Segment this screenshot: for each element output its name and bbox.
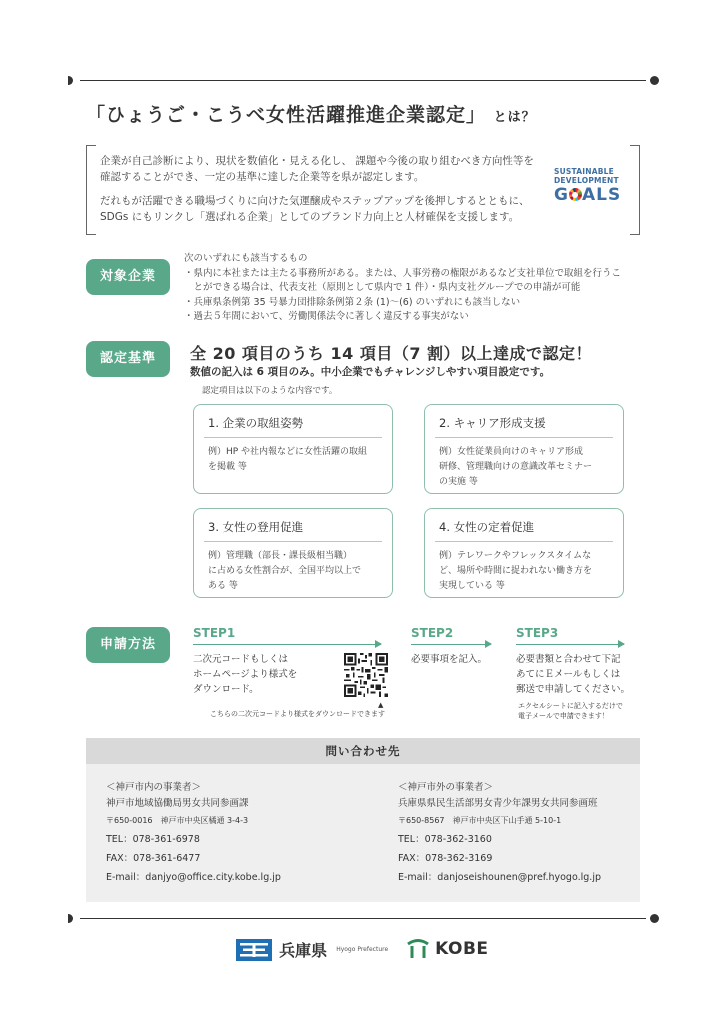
step3-line: 必要書類と合わせて下記 xyxy=(516,654,621,665)
sdgs-logo-line1: SUSTAINABLE xyxy=(554,167,614,176)
step1-text xyxy=(193,652,297,697)
intro-p1-line1: 企業が自己診断により、現状を数値化・見える化し、 課題や今後の取り組むべき方向性等を xyxy=(100,155,534,167)
step3-line: あてにＥメールもしくは xyxy=(516,669,621,680)
bottom-rule xyxy=(80,918,646,919)
contact-right xyxy=(398,778,601,887)
contact-email-link[interactable]: E-mail：danjoseishounen@pref.hyogo.lg.jp xyxy=(398,872,601,883)
criteria-card-3 xyxy=(193,508,393,598)
sdgs-logo-line2: DEVELOPMENT xyxy=(554,176,619,185)
criteria-sub: 数値の記入は 6 項目のみ。中小企業でもチャレンジしやすい項目設定です。 xyxy=(190,366,551,378)
criteria-card-4 xyxy=(424,508,624,598)
criteria-label: 認定基準 xyxy=(86,341,170,377)
contact-category: ＜神戸市外の事業者＞ xyxy=(398,782,494,793)
kobe-logo xyxy=(406,938,489,960)
card-line: 例）女性従業員向けのキャリア形成 xyxy=(439,447,584,457)
excel-note-line: 電子メールで申請できます！ xyxy=(518,712,609,720)
criteria-note: 認定項目は以下のような内容です。 xyxy=(202,386,338,396)
contact-tel: TEL：078-362-3160 xyxy=(398,834,492,845)
contact-category: ＜神戸市内の事業者＞ xyxy=(106,782,202,793)
card-line: に占める女性割合が、全国平均以上で xyxy=(208,566,362,576)
target-lead: 次のいずれにも該当するもの xyxy=(184,253,308,264)
criteria-card-2 xyxy=(424,404,624,494)
intro-paragraph-2 xyxy=(100,193,550,225)
target-section xyxy=(184,252,634,325)
page-title xyxy=(86,100,536,127)
excel-note xyxy=(518,701,623,721)
sdgs-goals-rest: ALS xyxy=(581,185,622,205)
hyogo-logo-text: 兵庫県 xyxy=(279,941,328,960)
card-divider xyxy=(204,437,382,438)
contact-org: 神戸市地域協働局男女共同参画課 xyxy=(106,798,249,809)
card-divider xyxy=(435,437,613,438)
target-item: ・兵庫県条例第 35 号暴力団排除条例第２条 (1)～(6) のいずれにも該当しない xyxy=(184,296,521,308)
card-line: 研修、管理職向けの意識改革セミナー xyxy=(439,462,593,472)
step1-line: ダウンロード。 xyxy=(193,684,259,695)
target-label: 対象企業 xyxy=(86,259,170,295)
card-body xyxy=(439,549,613,594)
sdgs-goals-g: G xyxy=(554,185,569,205)
step3-arrow-icon xyxy=(516,644,624,645)
card-title: 1. 企業の取組姿勢 xyxy=(208,416,304,430)
sdgs-logo-goals xyxy=(554,185,630,205)
hyogo-logo xyxy=(236,938,388,961)
card-line: 例）管理職（部長・課長級相当職） xyxy=(208,551,353,561)
excel-note-line: エクセルシートに記入するだけで xyxy=(518,702,623,710)
page-title-suffix: とは？ xyxy=(493,110,536,125)
card-title: 2. キャリア形成支援 xyxy=(439,416,546,430)
hyogo-logo-en: Hyogo Prefecture xyxy=(336,946,389,953)
card-title: 4. 女性の定着促進 xyxy=(439,520,535,534)
contact-org: 兵庫県県民生活部男女青少年課男女共同参画班 xyxy=(398,798,598,809)
card-line: ある 等 xyxy=(208,581,238,591)
step1-line: 二次元コードもしくは xyxy=(193,654,289,665)
step1-arrow-icon xyxy=(193,644,381,645)
card-divider xyxy=(435,541,613,542)
hyogo-emblem-icon xyxy=(236,939,272,961)
contact-email-link[interactable]: E-mail：danjyo@office.city.kobe.lg.jp xyxy=(106,872,281,883)
step2-text: 必要事項を記入。 xyxy=(411,654,488,665)
intro-p2-line2: SDGs にもリンクし「選ばれる企業」としてのブランド力向上と人材確保を支援します。 xyxy=(100,211,520,223)
card-line: 例）HP や社内報などに女性活躍の取組 xyxy=(208,447,368,457)
contact-heading: 問い合わせ先 xyxy=(86,738,640,764)
card-body xyxy=(439,445,613,490)
intro-paragraph-1 xyxy=(100,153,550,185)
card-line: を掲載 等 xyxy=(208,462,247,472)
card-body xyxy=(208,549,382,594)
qr-code-icon[interactable] xyxy=(344,653,388,697)
target-item: ・県内に本社または主たる事務所がある。または、人事労務の権限があるなど支社単位で取組を行うこ xyxy=(184,267,622,279)
intro-text xyxy=(100,153,550,233)
page-title-main: 「ひょうご・こうべ女性活躍推進企業認定」 xyxy=(86,104,487,126)
contact-address: 〒650-8567 神戸市中央区下山手通 5-10-1 xyxy=(398,816,562,825)
apply-label: 申請方法 xyxy=(86,627,170,663)
contact-tel: TEL：078-361-6978 xyxy=(106,834,200,845)
intro-p2-line1: だれもが活躍できる職場づくりに向けた気運醸成やステップアップを後押しするとともに、 xyxy=(100,195,530,207)
contact-left xyxy=(106,778,281,887)
intro-bracket-right xyxy=(630,145,640,235)
bottom-rule-right-dot xyxy=(650,914,659,923)
qr-pointer-icon: ▲ xyxy=(378,701,384,709)
sdgs-logo xyxy=(554,167,630,205)
intro-box xyxy=(86,145,640,235)
step1-label: STEP1 xyxy=(193,626,236,640)
criteria-card-1 xyxy=(193,404,393,494)
contact-address: 〒650-0016 神戸市中央区橘通 3-4-3 xyxy=(106,816,249,825)
card-line: ど、場所や時間に捉われない働き方を xyxy=(439,566,593,576)
card-title: 3. 女性の登用促進 xyxy=(208,520,304,534)
card-body xyxy=(208,445,382,475)
step3-text xyxy=(516,652,630,697)
contact-box xyxy=(86,738,640,902)
kobe-emblem-icon xyxy=(406,938,430,960)
card-line: 例）テレワークやフレックスタイムな xyxy=(439,551,592,561)
kobe-logo-text: KOBE xyxy=(435,939,489,959)
card-divider xyxy=(204,541,382,542)
step3-line: 郵送で申請してください。 xyxy=(516,684,631,695)
contact-fax: FAX：078-361-6477 xyxy=(106,853,201,864)
bottom-rule-left-dot xyxy=(68,914,73,923)
intro-p1-line2: 確認することができ、一定の基準に達した企業等を県が認定します。 xyxy=(100,171,425,183)
criteria-headline: 全 20 項目のうち 14 項目（7 割）以上達成で認定！ xyxy=(190,344,593,363)
card-line: の実施 等 xyxy=(439,477,478,487)
target-item: とができる場合は、代表支社（原則として県内で 1 件）・県内支社グループでの申請が可能 xyxy=(184,282,581,293)
sdgs-wheel-icon xyxy=(569,188,582,201)
top-rule xyxy=(80,80,646,81)
qr-note: こちらの二次元コードより様式をダウンロードできます xyxy=(210,710,385,718)
card-line: 実現している 等 xyxy=(439,581,505,591)
step3-label: STEP3 xyxy=(516,626,559,640)
step2-label: STEP2 xyxy=(411,626,454,640)
target-item: ・過去５年間において、労働関係法令に著しく違反する事実がない xyxy=(184,311,469,322)
top-rule-left-dot xyxy=(68,76,73,85)
step2-arrow-icon xyxy=(411,644,491,645)
step1-line: ホームページより様式を xyxy=(193,669,298,680)
top-rule-right-dot xyxy=(650,76,659,85)
contact-fax: FAX：078-362-3169 xyxy=(398,853,493,864)
intro-bracket-left xyxy=(86,145,96,235)
